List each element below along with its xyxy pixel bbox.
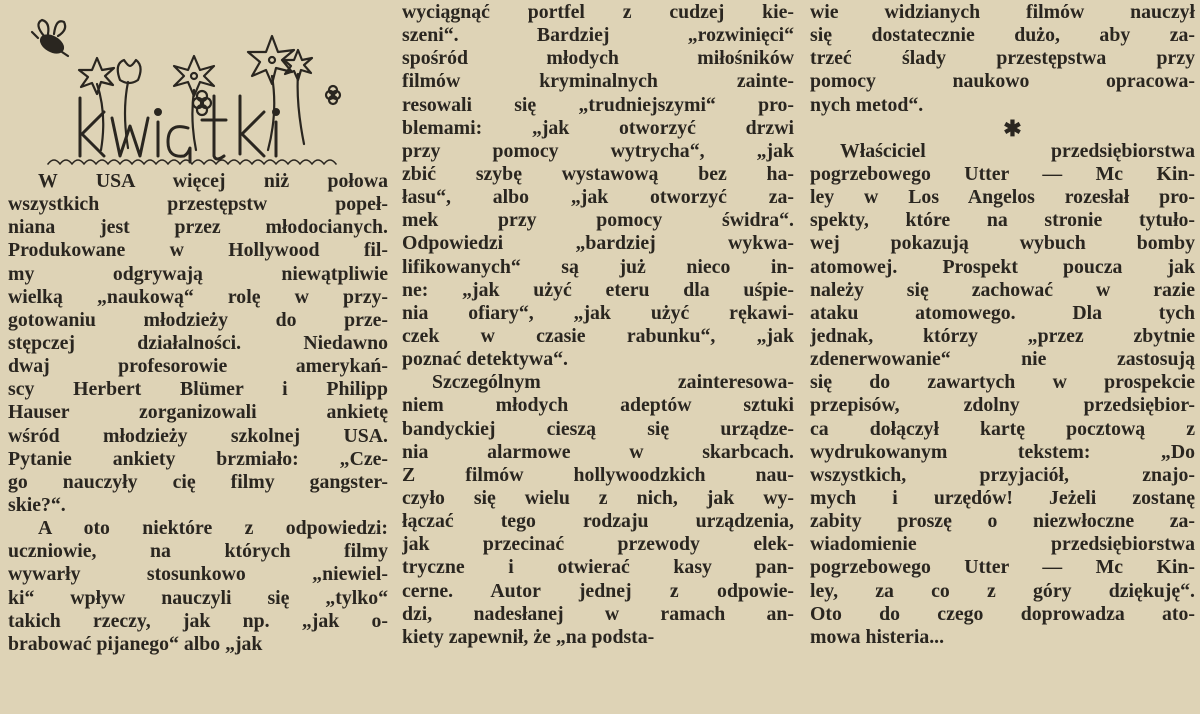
- text-line: ley w Los Angelos rozesłał pro-: [810, 186, 1195, 209]
- text-line: łączać tego rodzaju urządzenia,: [402, 510, 794, 533]
- paragraph: [402, 1, 794, 371]
- text-line: mek przy pomocy świdra“.: [402, 209, 794, 232]
- text-line: uczniowie, na których filmy: [8, 540, 388, 563]
- text-line: blemami: „jak otworzyć drzwi: [402, 116, 794, 139]
- paragraph: [8, 170, 388, 517]
- text-line: skie?“.: [8, 493, 66, 516]
- text-line: atomowej. Prospekt poucza jak: [810, 255, 1195, 278]
- text-line: nia ofiary“, „jak użyć rękawi-: [402, 301, 794, 324]
- text-line: Szczególnym zainteresowa-: [432, 371, 794, 394]
- text-line: czek w czasie rabunku“, „jak: [402, 324, 794, 347]
- text-line: wywarły stosunkowo „niewiel-: [8, 563, 388, 586]
- text-line: wyciągnąć portfel z cudzej kie-: [402, 1, 794, 23]
- column-1: [8, 0, 388, 656]
- text-line: mych i urzędów! Jeżeli zostanę: [810, 486, 1195, 509]
- text-line: trzeć ślady przestępstwa przy: [810, 47, 1195, 70]
- text-line: wie widzianych filmów nauczył: [810, 1, 1195, 23]
- bee-icon: [32, 20, 68, 56]
- flower-2-icon: [248, 36, 294, 150]
- text-line: Hauser zorganizowali ankietę: [8, 401, 388, 424]
- text-line: ki“ wpływ nauczyli się „tylko“: [8, 586, 388, 609]
- text-line: przy pomocy wytrycha“, „jak: [402, 139, 794, 162]
- text-line: Właściciel przedsiębiorstwa: [840, 139, 1195, 162]
- text-line: ataku atomowego. Dla tych: [810, 301, 1195, 324]
- text-line: należy się zachować w razie: [810, 278, 1195, 301]
- text-line: Pytanie ankiety brzmiało: „Cze-: [8, 447, 388, 470]
- text-line: spekty, które na stronie tytuło-: [810, 209, 1195, 232]
- text-line: stępczej działalności. Niedawno: [8, 331, 388, 354]
- text-line: jednak, którzy „przez zbytnie: [810, 324, 1195, 347]
- text-line: ne: „jak użyć eteru dla uśpie-: [402, 278, 794, 301]
- text-line: się dostatecznie dużo, aby za-: [810, 24, 1195, 47]
- section-separator: ✱: [1003, 115, 1022, 141]
- text-line: wśród młodzieży szkolnej USA.: [8, 424, 388, 447]
- text-line: lifikowanych“ są już nieco in-: [402, 255, 794, 278]
- text-line: niana jest przez młodocianych.: [8, 216, 388, 239]
- grass-line: [48, 160, 336, 164]
- text-line: pogrzebowego Utter — Mc Kin-: [810, 556, 1195, 579]
- text-line: A oto niektóre z odpowiedzi:: [38, 517, 388, 540]
- text-line: niem młodych adeptów sztuki: [402, 394, 794, 417]
- text-line: zbić szybę wystawową bez ha-: [402, 162, 794, 185]
- text-line: wiadomienie przedsiębiorstwa: [810, 533, 1195, 556]
- tulip-icon: [118, 60, 141, 148]
- text-line: zabity proszę o niezwłoczne za-: [810, 510, 1195, 533]
- text-line: ley, za co z góry dziękuję“.: [810, 579, 1195, 602]
- text-line: pogrzebowego Utter — Mc Kin-: [810, 162, 1195, 185]
- text-line: pomocy naukowo opracowa-: [810, 70, 1195, 93]
- text-line: tryczne i otwierać kasy pan-: [402, 556, 794, 579]
- text-line: wszystkich przestępstw popeł-: [8, 193, 388, 216]
- small-flower-icon: [326, 86, 340, 104]
- text-line: wydrukowanym tekstem: „Do: [810, 440, 1195, 463]
- text-line: W USA więcej niż połowa: [38, 170, 388, 192]
- text-line: się do zawartych w prospekcie: [810, 371, 1195, 394]
- text-line: łasu“, albo „jak otworzyć za-: [402, 186, 794, 209]
- kwiatki-logo: [8, 0, 358, 170]
- text-line: czyło się wielu z nich, jak wy-: [402, 486, 794, 509]
- paragraph: [8, 517, 388, 656]
- text-line: dzi, nadesłanej w ramach an-: [402, 602, 794, 625]
- text-line: dwaj profesorowie amerykań-: [8, 355, 388, 378]
- text-line: wej pokazują wybuch bomby: [810, 232, 1195, 255]
- text-line: resowali się „trudniejszymi“ pro-: [402, 93, 794, 116]
- text-line: szeni“. Bardziej „rozwinięci“: [402, 24, 794, 47]
- text-line: Odpowiedzi „bardziej wykwa-: [402, 232, 794, 255]
- text-line: Oto do czego doprowadza ato-: [810, 602, 1195, 625]
- text-line: cerne. Autor jednej z odpowie-: [402, 579, 794, 602]
- text-line: przepisów, zdolny przedsiębior-: [810, 394, 1195, 417]
- column-3: [810, 1, 1195, 649]
- text-line: nych metod“.: [810, 93, 924, 116]
- text-line: scy Herbert Blümer i Philipp: [8, 378, 388, 401]
- text-line: mowa histeria...: [810, 625, 945, 648]
- text-line: nia alarmowe w skarbcach.: [402, 440, 794, 463]
- text-line: filmów kryminalnych zainte-: [402, 70, 794, 93]
- column-2: [402, 1, 794, 649]
- paragraph: [810, 1, 1195, 117]
- flowers-illustration: [8, 0, 358, 170]
- text-line: jak przecinać przewody elek-: [402, 533, 794, 556]
- text-line: Produkowane w Hollywood fil-: [8, 239, 388, 262]
- text-line: wielką „naukową“ rolę w przy-: [8, 285, 388, 308]
- text-line: spośród młodych miłośników: [402, 47, 794, 70]
- text-line: gotowaniu młodzieży do prze-: [8, 308, 388, 331]
- text-line: kiety zapewnił, że „na podsta-: [402, 625, 655, 648]
- text-line: my odgrywają niewątpliwie: [8, 262, 388, 285]
- text-line: zdenerwowanie“ nie zastosują: [810, 348, 1195, 371]
- text-line: poznać detektywa“.: [402, 348, 568, 371]
- text-line: bandyckiej cieszą się urządze-: [402, 417, 794, 440]
- flower-3-icon: [284, 50, 312, 144]
- text-line: ca dołączył kartę pocztową z: [810, 417, 1195, 440]
- text-line: wszystkich, przyjaciół, znajo-: [810, 463, 1195, 486]
- paragraph: [402, 371, 794, 649]
- text-line: takich rzeczy, jak np. „jak o-: [8, 609, 388, 632]
- kwiatki-lettering: [80, 96, 279, 162]
- text-line: brabować pijanego“ albo „jak: [8, 632, 263, 655]
- text-line: go nauczyły cię filmy gangster-: [8, 470, 388, 493]
- paragraph: [810, 140, 1195, 649]
- text-line: Z filmów hollywoodzkich nau-: [402, 463, 794, 486]
